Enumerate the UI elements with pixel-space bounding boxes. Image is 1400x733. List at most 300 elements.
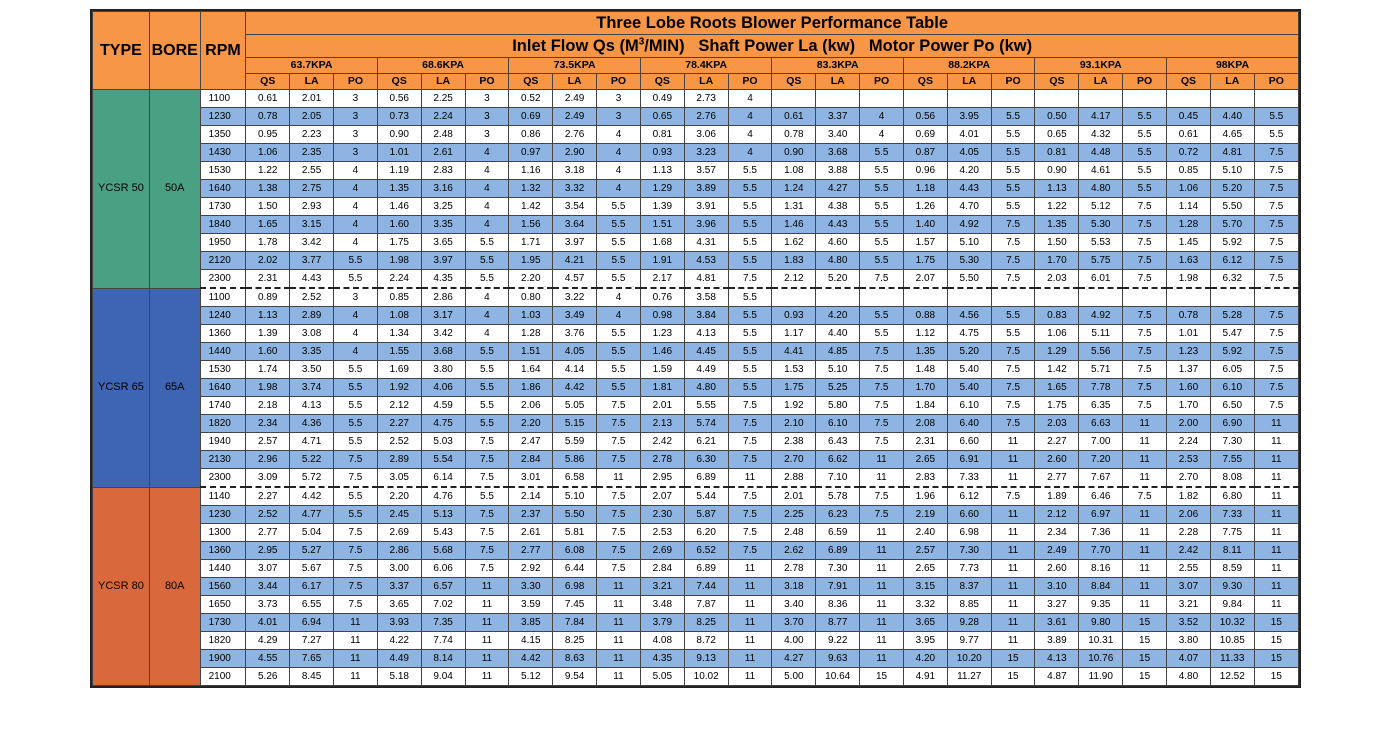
value-cell-qs: 0.61	[246, 90, 290, 108]
value-cell-la: 11.27	[947, 668, 991, 686]
value-cell-po: 4	[465, 144, 509, 162]
table-row	[93, 198, 1299, 216]
value-cell-po: 11	[728, 596, 772, 614]
value-cell-po: 4	[465, 180, 509, 198]
value-cell-qs: 1.01	[1167, 325, 1211, 343]
value-cell-po: 7.5	[991, 216, 1035, 234]
value-cell-po: 7.5	[333, 451, 377, 469]
value-cell-la: 2.93	[290, 198, 334, 216]
value-cell-po: 3	[333, 144, 377, 162]
value-cell-la: 8.36	[816, 596, 860, 614]
value-cell-la: 5.22	[290, 451, 334, 469]
value-cell-qs: 1.37	[1167, 361, 1211, 379]
value-cell-qs: 1.46	[377, 198, 421, 216]
value-cell-qs: 0.73	[377, 108, 421, 126]
value-cell-qs: 0.93	[640, 144, 684, 162]
table-row	[93, 397, 1299, 415]
value-cell-po: 11	[860, 451, 904, 469]
table-row	[93, 596, 1299, 614]
value-cell-la: 6.94	[290, 614, 334, 632]
value-cell-la: 3.15	[290, 216, 334, 234]
value-cell-la: 4.48	[1079, 144, 1123, 162]
value-cell-po: 4	[333, 162, 377, 180]
value-cell-la: 4.80	[1079, 180, 1123, 198]
value-cell-qs: 1.69	[377, 361, 421, 379]
value-cell-po: 11	[465, 596, 509, 614]
value-cell-po: 7.5	[465, 506, 509, 524]
bore-cell: 65A	[149, 288, 200, 487]
value-cell-la: 5.53	[1079, 234, 1123, 252]
value-cell-la: 6.59	[816, 524, 860, 542]
value-cell-la	[816, 288, 860, 307]
value-cell-qs: 5.00	[772, 668, 816, 686]
value-cell-qs: 1.75	[377, 234, 421, 252]
value-cell-po: 5.5	[333, 270, 377, 289]
value-cell-la: 3.49	[553, 307, 597, 325]
value-cell-po: 11	[991, 578, 1035, 596]
value-cell-po: 15	[1123, 668, 1167, 686]
value-cell-po	[991, 90, 1035, 108]
value-cell-po: 7.5	[728, 506, 772, 524]
value-cell-la	[1210, 288, 1254, 307]
value-cell-qs: 2.12	[772, 270, 816, 289]
rpm-cell: 1950	[200, 234, 246, 252]
value-cell-po: 7.5	[465, 469, 509, 488]
value-cell-qs: 4.55	[246, 650, 290, 668]
value-cell-qs: 4.49	[377, 650, 421, 668]
value-cell-la: 3.42	[290, 234, 334, 252]
subcol-header-po: PO	[333, 74, 377, 90]
value-cell-la: 3.37	[816, 108, 860, 126]
value-cell-po: 11	[1254, 415, 1298, 433]
value-cell-qs: 1.70	[1167, 397, 1211, 415]
value-cell-qs: 1.46	[640, 343, 684, 361]
rpm-cell: 1650	[200, 596, 246, 614]
value-cell-la: 4.80	[684, 379, 728, 397]
value-cell-la: 8.59	[1210, 560, 1254, 578]
value-cell-po: 11	[728, 632, 772, 650]
value-cell-po: 11	[1123, 524, 1167, 542]
value-cell-la: 3.06	[684, 126, 728, 144]
value-cell-la: 5.25	[816, 379, 860, 397]
value-cell-la: 10.02	[684, 668, 728, 686]
value-cell-po: 11	[728, 668, 772, 686]
value-cell-la: 6.52	[684, 542, 728, 560]
value-cell-po: 11	[991, 506, 1035, 524]
value-cell-po: 5.5	[333, 379, 377, 397]
value-cell-po: 5.5	[597, 198, 641, 216]
pressure-header: 98KPA	[1167, 58, 1299, 74]
value-cell-po: 15	[1254, 668, 1298, 686]
value-cell-po	[1123, 288, 1167, 307]
value-cell-qs: 3.85	[509, 614, 553, 632]
value-cell-qs: 4.20	[903, 650, 947, 668]
value-cell-po: 5.5	[465, 487, 509, 506]
value-cell-la: 4.05	[947, 144, 991, 162]
rpm-cell: 1900	[200, 650, 246, 668]
value-cell-la: 5.55	[684, 397, 728, 415]
value-cell-po: 4	[597, 144, 641, 162]
value-cell-qs: 2.84	[509, 451, 553, 469]
value-cell-po: 11	[465, 614, 509, 632]
value-cell-qs: 0.90	[1035, 162, 1079, 180]
value-cell-la: 2.89	[290, 307, 334, 325]
value-cell-qs: 3.01	[509, 469, 553, 488]
value-cell-la: 7.87	[684, 596, 728, 614]
model-type-cell: YCSR 80	[93, 487, 150, 686]
rpm-cell: 1820	[200, 632, 246, 650]
value-cell-po: 7.5	[991, 234, 1035, 252]
value-cell-la: 4.14	[553, 361, 597, 379]
value-cell-la: 6.01	[1079, 270, 1123, 289]
value-cell-la: 4.92	[947, 216, 991, 234]
value-cell-la: 5.20	[947, 343, 991, 361]
value-cell-qs: 4.08	[640, 632, 684, 650]
value-cell-qs: 4.87	[1035, 668, 1079, 686]
value-cell-qs: 1.59	[640, 361, 684, 379]
value-cell-po: 7.5	[597, 506, 641, 524]
value-cell-qs: 1.91	[640, 252, 684, 270]
value-cell-la: 6.17	[290, 578, 334, 596]
value-cell-la: 7.45	[553, 596, 597, 614]
subcol-header-qs: QS	[772, 74, 816, 90]
value-cell-qs: 1.06	[1167, 180, 1211, 198]
table-row	[93, 216, 1299, 234]
subcol-header-la: LA	[553, 74, 597, 90]
col-header-type: TYPE	[93, 12, 150, 90]
value-cell-qs: 1.84	[903, 397, 947, 415]
value-cell-la: 2.73	[684, 90, 728, 108]
table-row	[93, 90, 1299, 108]
value-cell-la: 4.92	[1079, 307, 1123, 325]
value-cell-la: 7.84	[553, 614, 597, 632]
value-cell-po: 5.5	[333, 433, 377, 451]
value-cell-la: 3.35	[421, 216, 465, 234]
value-cell-qs: 2.62	[772, 542, 816, 560]
value-cell-la: 5.11	[1079, 325, 1123, 343]
value-cell-qs: 5.05	[640, 668, 684, 686]
subcol-header-qs: QS	[1167, 74, 1211, 90]
value-cell-po: 7.5	[1123, 325, 1167, 343]
value-cell-po: 7.5	[728, 487, 772, 506]
value-cell-po: 4	[728, 126, 772, 144]
value-cell-la: 5.67	[290, 560, 334, 578]
value-cell-la	[816, 90, 860, 108]
value-cell-la: 3.54	[553, 198, 597, 216]
value-cell-qs: 2.53	[1167, 451, 1211, 469]
value-cell-la: 5.59	[553, 433, 597, 451]
pressure-header: 93.1KPA	[1035, 58, 1167, 74]
value-cell-la: 6.12	[1210, 252, 1254, 270]
value-cell-la: 11.33	[1210, 650, 1254, 668]
value-cell-po: 11	[1254, 578, 1298, 596]
value-cell-la: 6.90	[1210, 415, 1254, 433]
value-cell-la: 6.98	[553, 578, 597, 596]
value-cell-po: 7.5	[860, 487, 904, 506]
subtitle-superscript: 3	[638, 36, 645, 47]
value-cell-po: 11	[860, 614, 904, 632]
value-cell-qs: 1.51	[640, 216, 684, 234]
rpm-cell: 1360	[200, 325, 246, 343]
value-cell-po: 7.5	[465, 524, 509, 542]
value-cell-qs: 2.77	[1035, 469, 1079, 488]
value-cell-la: 7.44	[684, 578, 728, 596]
value-cell-qs: 3.00	[377, 560, 421, 578]
value-cell-la: 2.55	[290, 162, 334, 180]
value-cell-po: 4	[333, 198, 377, 216]
value-cell-po: 11	[728, 578, 772, 596]
value-cell-qs: 2.24	[1167, 433, 1211, 451]
value-cell-qs: 4.91	[903, 668, 947, 686]
value-cell-po: 5.5	[728, 234, 772, 252]
value-cell-qs: 1.51	[509, 343, 553, 361]
value-cell-la: 11.90	[1079, 668, 1123, 686]
subcol-header-la: LA	[290, 74, 334, 90]
value-cell-qs: 2.14	[509, 487, 553, 506]
value-cell-po: 5.5	[597, 325, 641, 343]
value-cell-qs: 1.96	[903, 487, 947, 506]
value-cell-qs: 1.92	[377, 379, 421, 397]
value-cell-qs: 0.78	[246, 108, 290, 126]
value-cell-qs: 1.62	[772, 234, 816, 252]
value-cell-qs: 2.25	[772, 506, 816, 524]
value-cell-po: 5.5	[465, 379, 509, 397]
table-row	[93, 108, 1299, 126]
value-cell-qs: 2.20	[509, 415, 553, 433]
value-cell-la: 2.76	[553, 126, 597, 144]
value-cell-la: 9.54	[553, 668, 597, 686]
value-cell-la: 5.50	[1210, 198, 1254, 216]
value-cell-qs: 1.14	[1167, 198, 1211, 216]
value-cell-la: 3.17	[421, 307, 465, 325]
value-cell-po: 3	[597, 108, 641, 126]
value-cell-la	[1210, 90, 1254, 108]
value-cell-po: 5.5	[333, 397, 377, 415]
value-cell-po: 11	[1254, 524, 1298, 542]
value-cell-po: 7.5	[1254, 343, 1298, 361]
value-cell-la: 9.30	[1210, 578, 1254, 596]
value-cell-la: 8.25	[553, 632, 597, 650]
value-cell-la: 3.35	[290, 343, 334, 361]
rpm-cell: 2300	[200, 469, 246, 488]
value-cell-la: 6.98	[947, 524, 991, 542]
value-cell-la: 10.20	[947, 650, 991, 668]
value-cell-qs: 2.06	[1167, 506, 1211, 524]
value-cell-po: 5.5	[728, 198, 772, 216]
value-cell-qs: 2.57	[246, 433, 290, 451]
value-cell-la	[1079, 90, 1123, 108]
value-cell-po: 5.5	[465, 234, 509, 252]
value-cell-po: 7.5	[333, 469, 377, 488]
value-cell-po: 7.5	[1254, 144, 1298, 162]
subcol-header-qs: QS	[903, 74, 947, 90]
value-cell-qs: 2.02	[246, 252, 290, 270]
value-cell-la	[947, 288, 991, 307]
value-cell-po: 7.5	[860, 361, 904, 379]
value-cell-po: 7.5	[1254, 397, 1298, 415]
value-cell-qs: 1.42	[509, 198, 553, 216]
value-cell-po: 11	[860, 560, 904, 578]
value-cell-po: 5.5	[728, 162, 772, 180]
value-cell-qs: 2.52	[377, 433, 421, 451]
value-cell-la: 3.58	[684, 288, 728, 307]
value-cell-qs: 1.98	[246, 379, 290, 397]
value-cell-qs: 2.52	[246, 506, 290, 524]
value-cell-qs: 1.28	[509, 325, 553, 343]
value-cell-po: 11	[860, 650, 904, 668]
value-cell-po: 11	[991, 469, 1035, 488]
rpm-cell: 1640	[200, 379, 246, 397]
value-cell-la: 9.35	[1079, 596, 1123, 614]
value-cell-la: 7.65	[290, 650, 334, 668]
table-row	[93, 162, 1299, 180]
value-cell-la: 9.28	[947, 614, 991, 632]
value-cell-po: 11	[991, 542, 1035, 560]
rpm-cell: 2120	[200, 252, 246, 270]
value-cell-po: 5.5	[860, 144, 904, 162]
value-cell-po: 15	[1123, 632, 1167, 650]
value-cell-po: 7.5	[728, 415, 772, 433]
value-cell-po: 11	[1254, 506, 1298, 524]
value-cell-po: 11	[1254, 433, 1298, 451]
value-cell-po: 15	[860, 668, 904, 686]
value-cell-qs: 2.48	[772, 524, 816, 542]
value-cell-qs: 2.20	[377, 487, 421, 506]
value-cell-po: 7.5	[1123, 252, 1167, 270]
value-cell-la: 4.43	[816, 216, 860, 234]
table-row	[93, 180, 1299, 198]
pressure-header: 68.6KPA	[377, 58, 509, 74]
value-cell-la: 6.44	[553, 560, 597, 578]
value-cell-la: 4.80	[816, 252, 860, 270]
value-cell-la: 7.30	[816, 560, 860, 578]
value-cell-po: 7.5	[1254, 162, 1298, 180]
value-cell-la: 7.20	[1079, 451, 1123, 469]
value-cell-po: 7.5	[465, 560, 509, 578]
subcol-header-la: LA	[816, 74, 860, 90]
value-cell-qs: 0.56	[377, 90, 421, 108]
value-cell-la: 5.78	[816, 487, 860, 506]
value-cell-qs: 2.57	[903, 542, 947, 560]
rpm-cell: 1240	[200, 307, 246, 325]
value-cell-la: 7.33	[1210, 506, 1254, 524]
value-cell-qs: 1.60	[1167, 379, 1211, 397]
value-cell-la: 6.43	[816, 433, 860, 451]
value-cell-po: 5.5	[728, 307, 772, 325]
value-cell-la: 3.64	[553, 216, 597, 234]
value-cell-qs: 2.77	[246, 524, 290, 542]
value-cell-qs: 3.70	[772, 614, 816, 632]
value-cell-po: 11	[860, 469, 904, 488]
value-cell-qs: 1.34	[377, 325, 421, 343]
table-row	[93, 126, 1299, 144]
value-cell-la: 4.05	[553, 343, 597, 361]
value-cell-po: 11	[860, 578, 904, 596]
value-cell-la: 2.35	[290, 144, 334, 162]
value-cell-la: 4.43	[947, 180, 991, 198]
value-cell-la: 4.65	[1210, 126, 1254, 144]
value-cell-po: 4	[597, 126, 641, 144]
value-cell-la: 7.67	[1079, 469, 1123, 488]
subcol-header-po: PO	[991, 74, 1035, 90]
value-cell-la: 6.10	[1210, 379, 1254, 397]
value-cell-la: 8.85	[947, 596, 991, 614]
value-cell-qs: 0.81	[640, 126, 684, 144]
value-cell-po: 11	[1123, 451, 1167, 469]
table-row	[93, 343, 1299, 361]
table-row	[93, 144, 1299, 162]
value-cell-po: 11	[1254, 469, 1298, 488]
value-cell-qs: 2.20	[509, 270, 553, 289]
value-cell-po: 7.5	[597, 524, 641, 542]
value-cell-qs: 1.24	[772, 180, 816, 198]
table-subtitle	[246, 35, 1299, 58]
value-cell-la: 7.30	[947, 542, 991, 560]
value-cell-qs: 2.13	[640, 415, 684, 433]
value-cell-la: 2.86	[421, 288, 465, 307]
value-cell-la: 2.23	[290, 126, 334, 144]
value-cell-po: 11	[1123, 578, 1167, 596]
value-cell-la: 7.70	[1079, 542, 1123, 560]
value-cell-po: 11	[991, 596, 1035, 614]
value-cell-la: 8.16	[1079, 560, 1123, 578]
value-cell-po: 5.5	[465, 415, 509, 433]
value-cell-qs: 1.38	[246, 180, 290, 198]
value-cell-qs: 0.80	[509, 288, 553, 307]
value-cell-qs: 2.78	[640, 451, 684, 469]
value-cell-la: 5.05	[553, 397, 597, 415]
value-cell-la: 6.23	[816, 506, 860, 524]
value-cell-la: 5.71	[1079, 361, 1123, 379]
rpm-cell: 1730	[200, 198, 246, 216]
value-cell-qs: 1.35	[903, 343, 947, 361]
value-cell-qs: 1.35	[1035, 216, 1079, 234]
value-cell-la: 4.40	[1210, 108, 1254, 126]
value-cell-la	[1079, 288, 1123, 307]
value-cell-la: 3.65	[421, 234, 465, 252]
value-cell-la: 6.05	[1210, 361, 1254, 379]
value-cell-po	[1254, 90, 1298, 108]
value-cell-la: 6.89	[684, 469, 728, 488]
value-cell-po: 4	[465, 162, 509, 180]
value-cell-po: 5.5	[860, 180, 904, 198]
value-cell-la: 6.80	[1210, 487, 1254, 506]
value-cell-qs: 2.78	[772, 560, 816, 578]
value-cell-qs: 1.39	[246, 325, 290, 343]
value-cell-qs: 2.42	[640, 433, 684, 451]
value-cell-po: 11	[1123, 415, 1167, 433]
value-cell-la: 5.20	[1210, 180, 1254, 198]
value-cell-la: 5.10	[816, 361, 860, 379]
value-cell-qs: 2.01	[772, 487, 816, 506]
bore-cell: 50A	[149, 90, 200, 289]
value-cell-qs: 2.38	[772, 433, 816, 451]
pressure-header: 88.2KPA	[903, 58, 1035, 74]
value-cell-qs: 0.45	[1167, 108, 1211, 126]
value-cell-la: 5.15	[553, 415, 597, 433]
value-cell-po: 11	[1123, 469, 1167, 488]
value-cell-la: 4.49	[684, 361, 728, 379]
value-cell-qs: 2.27	[246, 487, 290, 506]
value-cell-qs: 1.65	[1035, 379, 1079, 397]
value-cell-qs: 2.07	[903, 270, 947, 289]
value-cell-po: 7.5	[991, 252, 1035, 270]
value-cell-po: 7.5	[860, 397, 904, 415]
subcol-header-po: PO	[1254, 74, 1298, 90]
value-cell-la: 5.13	[421, 506, 465, 524]
value-cell-qs: 1.98	[377, 252, 421, 270]
value-cell-po: 11	[728, 560, 772, 578]
